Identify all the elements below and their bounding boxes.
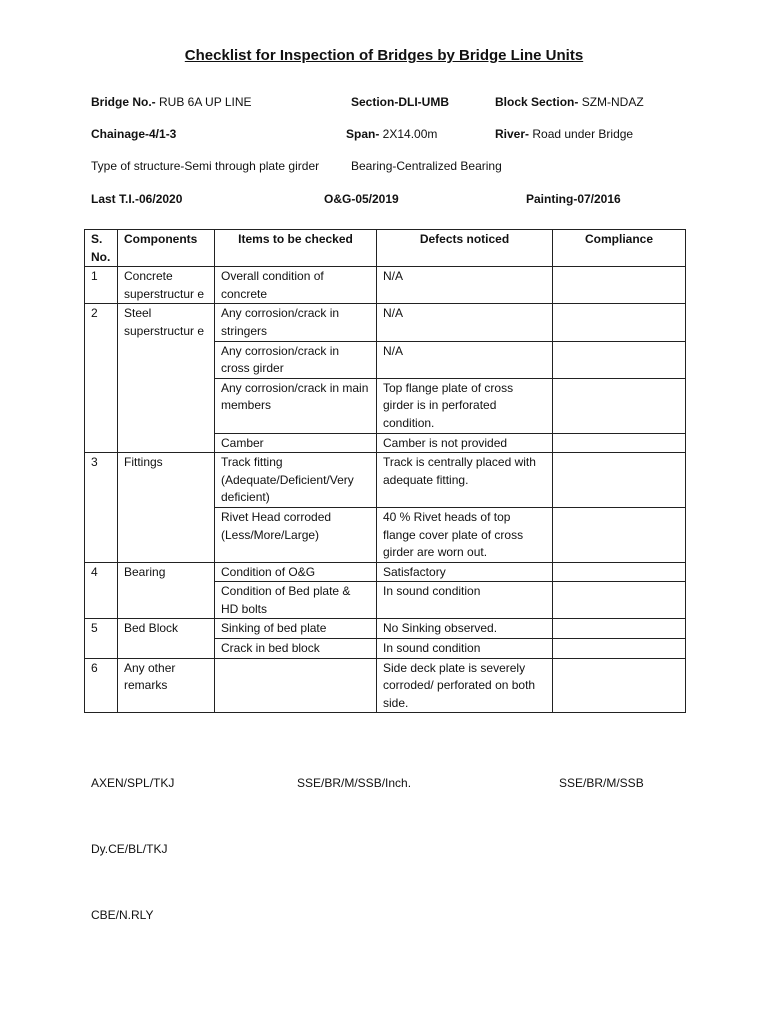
row-compliance	[553, 562, 686, 582]
header-items: Items to be checked	[215, 230, 377, 267]
row-compliance	[553, 507, 686, 562]
row-item: Crack in bed block	[215, 639, 377, 659]
row-defect: 40 % Rivet heads of top flange cover plate of cross girder are worn out.	[377, 507, 553, 562]
signature-dyce: Dy.CE/BL/TKJ	[91, 842, 168, 856]
row-compliance	[553, 433, 686, 453]
row-sno: 5	[85, 619, 118, 658]
row-sno: 4	[85, 562, 118, 619]
row-item: Rivet Head corroded (Less/More/Large)	[215, 507, 377, 562]
document-title: Checklist for Inspection of Bridges by Bridge Line Units	[184, 47, 584, 64]
row-compliance	[553, 582, 686, 619]
row-sno: 2	[85, 304, 118, 453]
table-row	[85, 658, 686, 713]
row-compliance	[553, 453, 686, 508]
signature-cbe: CBE/N.RLY	[91, 908, 154, 922]
row-item	[215, 658, 377, 713]
row-defect: Side deck plate is severely corroded/ perforated on both side.	[377, 658, 553, 713]
chainage-label: Chainage-4/1-3	[91, 127, 177, 141]
block-section-value: SZM-NDAZ	[578, 95, 644, 109]
span-label: Span-	[346, 127, 380, 141]
header-defects: Defects noticed	[377, 230, 553, 267]
span	[346, 127, 437, 141]
last-ti-label: Last T.I.-06/2020	[91, 192, 183, 206]
row-defect: Camber is not provided	[377, 433, 553, 453]
painting-label: Painting-07/2016	[526, 192, 621, 206]
row-compliance	[553, 304, 686, 341]
header-sno: S. No.	[85, 230, 118, 267]
row-component: Concrete superstructur e	[118, 267, 215, 304]
table-row	[85, 304, 686, 341]
row-defect: No Sinking observed.	[377, 619, 553, 639]
row-defect: Track is centrally placed with adequate fitting.	[377, 453, 553, 508]
table-header-row	[85, 230, 686, 267]
row-defect: Top flange plate of cross girder is in perforated condition.	[377, 378, 553, 433]
row-component: Any other remarks	[118, 658, 215, 713]
signature-axen: AXEN/SPL/TKJ	[91, 776, 175, 790]
row-sno: 1	[85, 267, 118, 304]
river	[495, 127, 633, 141]
bridge-no-value: RUB 6A UP LINE	[155, 95, 252, 109]
table-row	[85, 267, 686, 304]
signature-sse-inch: SSE/BR/M/SSB/Inch.	[297, 776, 412, 790]
river-value: Road under Bridge	[529, 127, 634, 141]
row-defect: N/A	[377, 341, 553, 378]
table-row	[85, 562, 686, 582]
row-component: Fittings	[118, 453, 215, 563]
row-compliance	[553, 267, 686, 304]
bearing-type: Bearing-Centralized Bearing	[351, 159, 502, 173]
structure-type: Type of structure-Semi through plate girder	[91, 159, 320, 173]
row-item: Sinking of bed plate	[215, 619, 377, 639]
section	[351, 95, 449, 109]
bridge-no	[91, 95, 252, 109]
og-label: O&G-05/2019	[324, 192, 399, 206]
row-component: Bearing	[118, 562, 215, 619]
header-components: Components	[118, 230, 215, 267]
inspection-table	[84, 229, 686, 713]
row-sno: 3	[85, 453, 118, 563]
river-label: River-	[495, 127, 530, 141]
painting-date	[526, 192, 621, 206]
row-defect: Satisfactory	[377, 562, 553, 582]
signature-sse: SSE/BR/M/SSB	[559, 776, 644, 790]
row-compliance	[553, 658, 686, 713]
row-item: Any corrosion/crack in cross girder	[215, 341, 377, 378]
row-compliance	[553, 619, 686, 639]
bridge-no-label: Bridge No.-	[91, 95, 156, 109]
section-label: Section-DLI-UMB	[351, 95, 449, 109]
row-item: Overall condition of concrete	[215, 267, 377, 304]
row-defect: In sound condition	[377, 582, 553, 619]
row-compliance	[553, 341, 686, 378]
row-component: Bed Block	[118, 619, 215, 658]
header-compliance: Compliance	[553, 230, 686, 267]
row-item: Camber	[215, 433, 377, 453]
row-item: Any corrosion/crack in main members	[215, 378, 377, 433]
block-section	[495, 95, 644, 109]
table-row	[85, 619, 686, 639]
last-ti	[91, 192, 182, 206]
chainage	[91, 127, 176, 141]
row-item: Condition of Bed plate & HD bolts	[215, 582, 377, 619]
row-component: Steel superstructur e	[118, 304, 215, 453]
row-item: Track fitting (Adequate/Deficient/Very deficient)	[215, 453, 377, 508]
table-row	[85, 453, 686, 508]
row-defect: N/A	[377, 267, 553, 304]
row-compliance	[553, 378, 686, 433]
row-defect: N/A	[377, 304, 553, 341]
row-item: Any corrosion/crack in stringers	[215, 304, 377, 341]
row-item: Condition of O&G	[215, 562, 377, 582]
span-value: 2X14.00m	[379, 127, 438, 141]
block-section-label: Block Section-	[495, 95, 579, 109]
row-sno: 6	[85, 658, 118, 713]
row-defect: In sound condition	[377, 639, 553, 659]
row-compliance	[553, 639, 686, 659]
og-date	[324, 192, 399, 206]
